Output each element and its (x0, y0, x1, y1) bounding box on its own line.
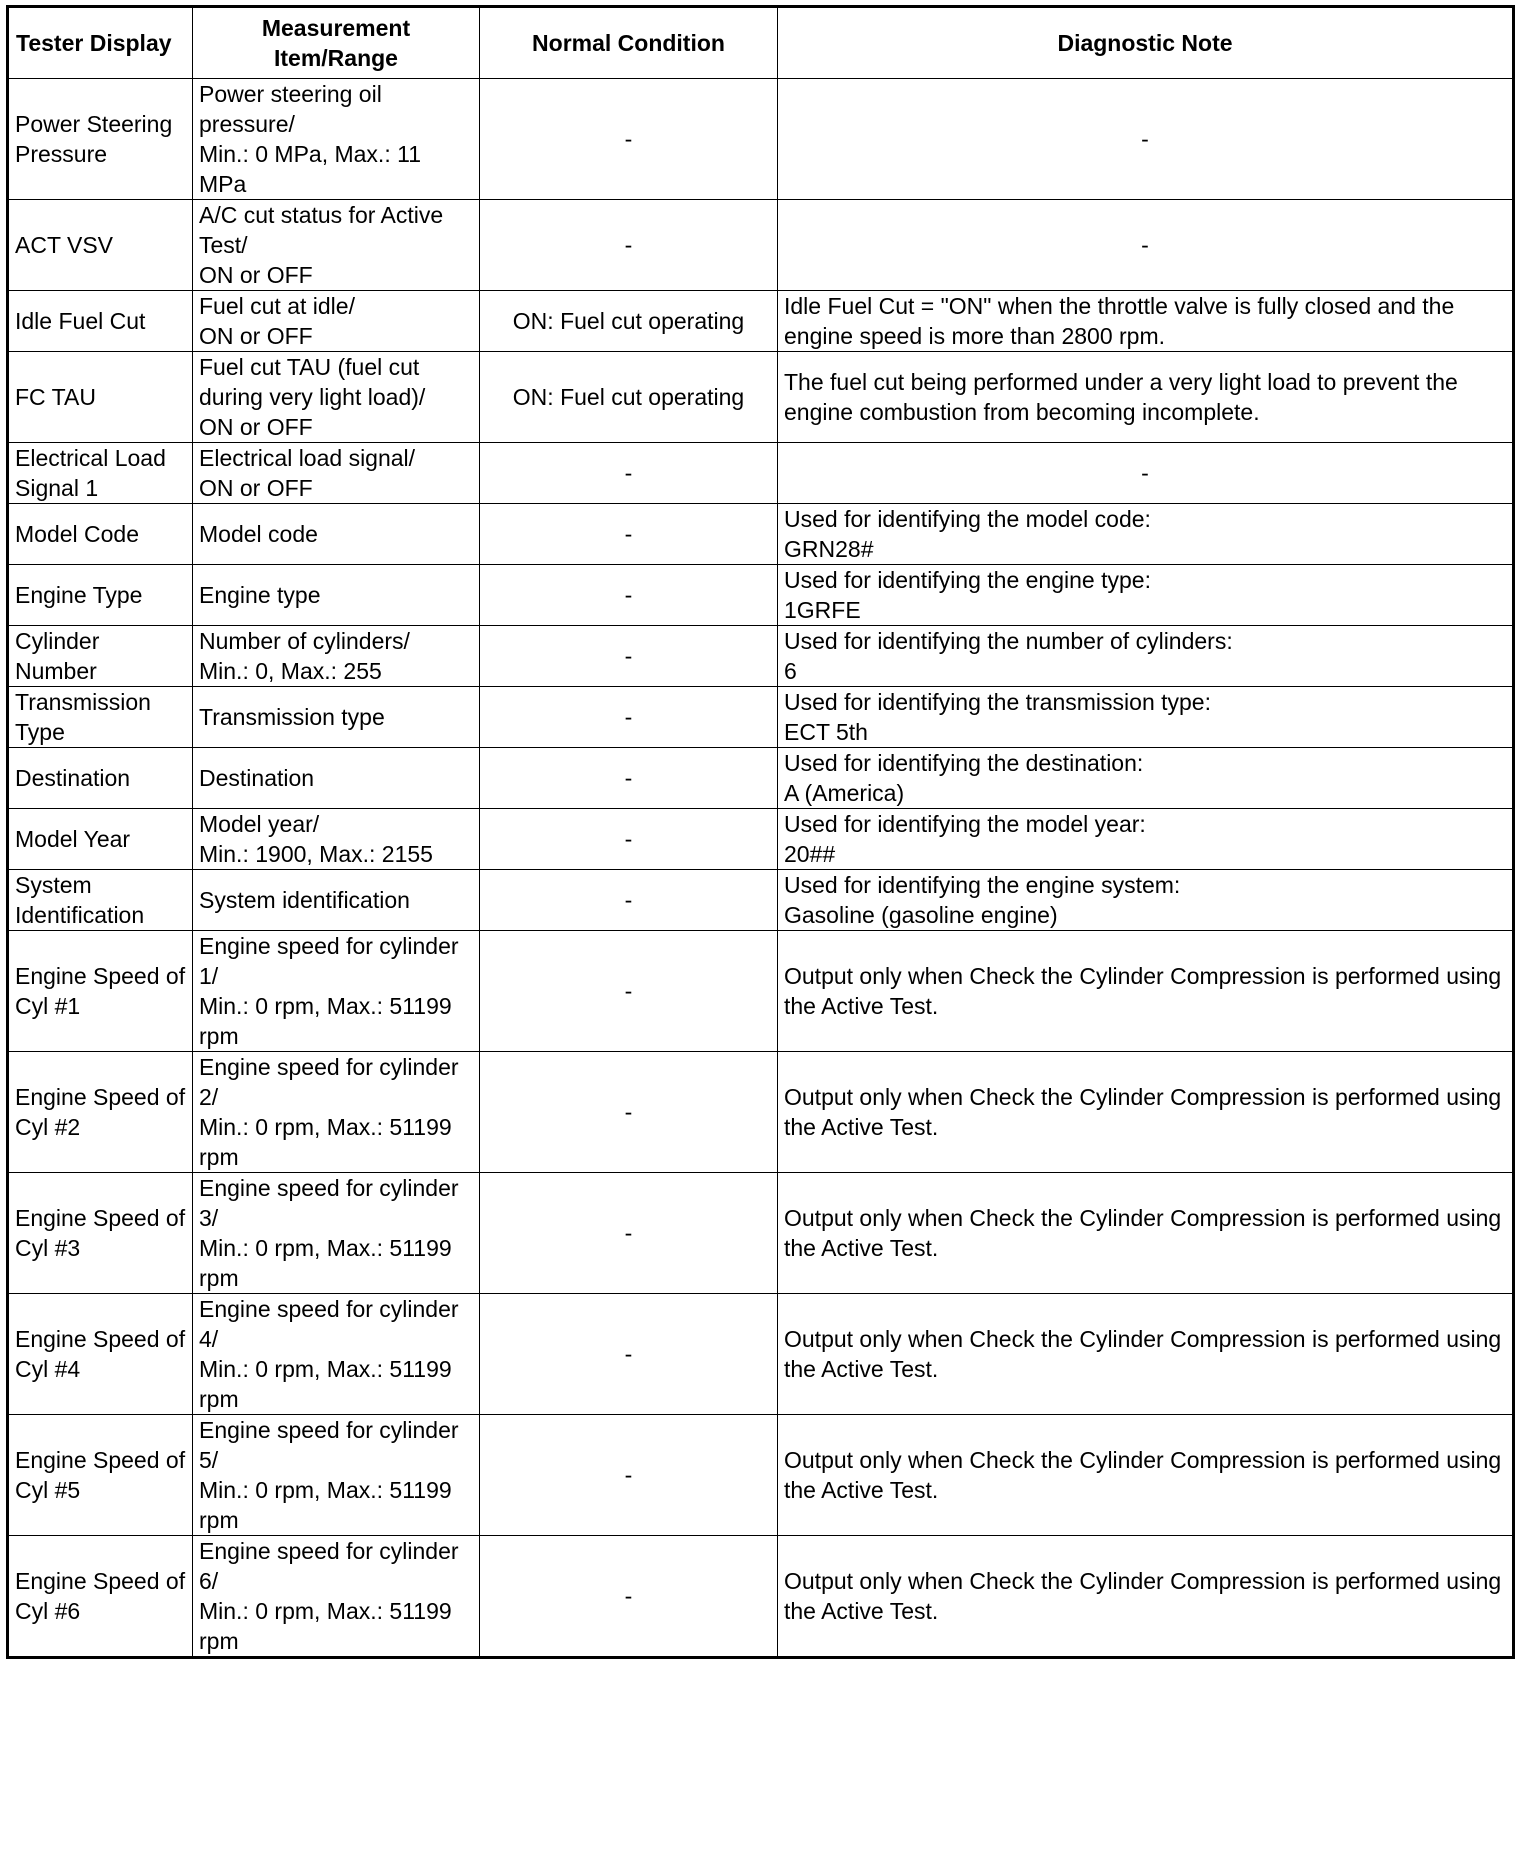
diagnostic-note-cell: Used for identifying the model year: 20## (778, 809, 1514, 870)
table-row (8, 504, 1514, 565)
normal-condition-cell: ON: Fuel cut operating (480, 291, 778, 352)
normal-condition-cell: - (480, 79, 778, 200)
measurement-item-cell: Engine speed for cylinder 3/ Min.: 0 rpm, Max.: 51199 rpm (193, 1173, 480, 1294)
table-body (8, 79, 1514, 1658)
diagnostic-note-cell: Output only when Check the Cylinder Compression is performed using the Active Test. (778, 1536, 1514, 1658)
tester-display-cell: Engine Speed of Cyl #5 (8, 1415, 193, 1536)
measurement-item-cell: Model code (193, 504, 480, 565)
diagnostic-note-cell: The fuel cut being performed under a very light load to prevent the engine combustion from becoming incomplete. (778, 352, 1514, 443)
header-diagnostic-note: Diagnostic Note (778, 7, 1514, 79)
tester-display-cell: Engine Speed of Cyl #2 (8, 1052, 193, 1173)
measurement-item-cell: Engine speed for cylinder 5/ Min.: 0 rpm, Max.: 51199 rpm (193, 1415, 480, 1536)
diagnostic-note-cell: Used for identifying the engine system: Gasoline (gasoline engine) (778, 870, 1514, 931)
table-row (8, 291, 1514, 352)
diagnostic-note-cell: Idle Fuel Cut = "ON" when the throttle valve is fully closed and the engine speed is more than 2800 rpm. (778, 291, 1514, 352)
measurement-item-cell: Number of cylinders/ Min.: 0, Max.: 255 (193, 626, 480, 687)
data-list-table (6, 5, 1515, 1659)
diagnostic-note-cell: Output only when Check the Cylinder Compression is performed using the Active Test. (778, 1173, 1514, 1294)
normal-condition-cell: - (480, 626, 778, 687)
diagnostic-note-cell: Output only when Check the Cylinder Compression is performed using the Active Test. (778, 1415, 1514, 1536)
normal-condition-cell: - (480, 200, 778, 291)
normal-condition-cell: - (480, 504, 778, 565)
table-row (8, 687, 1514, 748)
table-row (8, 565, 1514, 626)
normal-condition-cell: - (480, 1536, 778, 1658)
tester-display-cell: ACT VSV (8, 200, 193, 291)
table-row (8, 1415, 1514, 1536)
table-row (8, 79, 1514, 200)
diagnostic-note-cell: - (778, 79, 1514, 200)
tester-display-cell: Engine Type (8, 565, 193, 626)
normal-condition-cell: - (480, 1052, 778, 1173)
table-row (8, 1294, 1514, 1415)
measurement-item-cell: Fuel cut TAU (fuel cut during very light load)/ ON or OFF (193, 352, 480, 443)
measurement-item-cell: Electrical load signal/ ON or OFF (193, 443, 480, 504)
tester-display-cell: Power Steering Pressure (8, 79, 193, 200)
diagnostic-note-cell: Output only when Check the Cylinder Compression is performed using the Active Test. (778, 1294, 1514, 1415)
measurement-item-cell: Engine speed for cylinder 2/ Min.: 0 rpm, Max.: 51199 rpm (193, 1052, 480, 1173)
diagnostic-note-cell: Output only when Check the Cylinder Compression is performed using the Active Test. (778, 931, 1514, 1052)
measurement-item-cell: Destination (193, 748, 480, 809)
tester-display-cell: Model Year (8, 809, 193, 870)
diagnostic-note-cell: - (778, 200, 1514, 291)
diagnostic-note-cell: Used for identifying the number of cylinders: 6 (778, 626, 1514, 687)
diagnostic-note-cell: Used for identifying the destination: A (America) (778, 748, 1514, 809)
measurement-item-cell: Engine type (193, 565, 480, 626)
diagnostic-note-cell: - (778, 443, 1514, 504)
tester-display-cell: Cylinder Number (8, 626, 193, 687)
measurement-item-cell: Fuel cut at idle/ ON or OFF (193, 291, 480, 352)
tester-display-cell: Model Code (8, 504, 193, 565)
header-normal-condition: Normal Condition (480, 7, 778, 79)
diagnostic-note-cell: Used for identifying the engine type: 1GRFE (778, 565, 1514, 626)
tester-display-cell: Engine Speed of Cyl #1 (8, 931, 193, 1052)
measurement-item-cell: Engine speed for cylinder 6/ Min.: 0 rpm, Max.: 51199 rpm (193, 1536, 480, 1658)
table-row (8, 352, 1514, 443)
table-row (8, 1536, 1514, 1658)
tester-display-cell: Electrical Load Signal 1 (8, 443, 193, 504)
tester-display-cell: Destination (8, 748, 193, 809)
normal-condition-cell: ON: Fuel cut operating (480, 352, 778, 443)
normal-condition-cell: - (480, 870, 778, 931)
table-row (8, 1173, 1514, 1294)
header-row (8, 7, 1514, 79)
normal-condition-cell: - (480, 1173, 778, 1294)
tester-display-cell: Transmission Type (8, 687, 193, 748)
header-measurement-item: Measurement Item/Range (193, 7, 480, 79)
measurement-item-cell: Engine speed for cylinder 1/ Min.: 0 rpm, Max.: 51199 rpm (193, 931, 480, 1052)
tester-display-cell: Engine Speed of Cyl #6 (8, 1536, 193, 1658)
tester-display-cell: FC TAU (8, 352, 193, 443)
normal-condition-cell: - (480, 931, 778, 1052)
measurement-item-cell: Model year/ Min.: 1900, Max.: 2155 (193, 809, 480, 870)
measurement-item-cell: Transmission type (193, 687, 480, 748)
tester-display-cell: Engine Speed of Cyl #3 (8, 1173, 193, 1294)
diagnostic-note-cell: Used for identifying the model code: GRN28# (778, 504, 1514, 565)
tester-display-cell: Idle Fuel Cut (8, 291, 193, 352)
diagnostic-note-cell: Output only when Check the Cylinder Compression is performed using the Active Test. (778, 1052, 1514, 1173)
table-row (8, 200, 1514, 291)
table-row (8, 626, 1514, 687)
normal-condition-cell: - (480, 1294, 778, 1415)
table-row (8, 748, 1514, 809)
normal-condition-cell: - (480, 687, 778, 748)
table-header (8, 7, 1514, 79)
diagnostic-note-cell: Used for identifying the transmission type: ECT 5th (778, 687, 1514, 748)
tester-display-cell: System Identification (8, 870, 193, 931)
table-row (8, 870, 1514, 931)
measurement-item-cell: Engine speed for cylinder 4/ Min.: 0 rpm, Max.: 51199 rpm (193, 1294, 480, 1415)
normal-condition-cell: - (480, 809, 778, 870)
measurement-item-cell: Power steering oil pressure/ Min.: 0 MPa, Max.: 11 MPa (193, 79, 480, 200)
normal-condition-cell: - (480, 748, 778, 809)
measurement-item-cell: System identification (193, 870, 480, 931)
measurement-item-cell: A/C cut status for Active Test/ ON or OFF (193, 200, 480, 291)
table-row (8, 931, 1514, 1052)
tester-display-cell: Engine Speed of Cyl #4 (8, 1294, 193, 1415)
table-row (8, 1052, 1514, 1173)
normal-condition-cell: - (480, 565, 778, 626)
normal-condition-cell: - (480, 1415, 778, 1536)
table-row (8, 809, 1514, 870)
header-tester-display: Tester Display (8, 7, 193, 79)
table-row (8, 443, 1514, 504)
normal-condition-cell: - (480, 443, 778, 504)
